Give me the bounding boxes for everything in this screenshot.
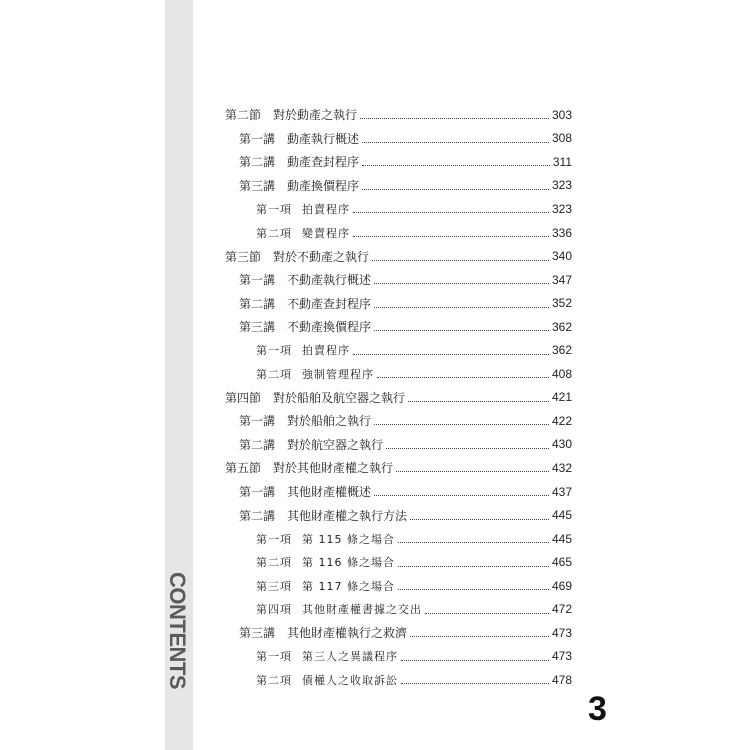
toc-entry-label: 第一項 — [256, 202, 292, 216]
dot-leader — [372, 260, 549, 261]
toc-entry-label: 第一項 — [256, 532, 292, 546]
toc-entry — [225, 174, 572, 198]
toc-entry — [225, 527, 572, 551]
dot-leader — [377, 377, 549, 378]
toc-entry-title: 對於其他財產權之執行 — [273, 461, 394, 476]
dot-leader — [408, 401, 549, 402]
dot-leader — [398, 589, 549, 590]
toc-entry-page: 340 — [551, 249, 572, 264]
toc-entry-title: 動產執行概述 — [287, 131, 360, 146]
toc-entry-label: 第一講 — [239, 485, 276, 500]
toc-entry-title: 不動產換價程序 — [287, 320, 372, 335]
toc-entry — [225, 456, 572, 480]
toc-entry — [225, 668, 572, 692]
toc-entry-title: 拍賣程序 — [302, 202, 350, 216]
toc-entry-title: 變賣程序 — [302, 226, 350, 240]
toc-entry-page: 472 — [551, 602, 572, 617]
toc-entry-title: 對於船舶之執行 — [287, 414, 372, 429]
toc-entry-title: 其他財產權之執行方法 — [287, 508, 408, 523]
toc-entry-page: 408 — [551, 366, 572, 381]
dot-leader — [374, 495, 549, 496]
toc-entry-page: 469 — [551, 578, 572, 593]
toc-entry — [225, 221, 572, 245]
dot-leader — [374, 424, 549, 425]
toc-entry-page: 432 — [551, 460, 572, 475]
toc-entry-label: 第二項 — [256, 367, 292, 381]
toc-entry — [225, 197, 572, 221]
toc-entry — [225, 362, 572, 386]
table-of-contents — [225, 103, 572, 692]
toc-entry — [225, 268, 572, 292]
toc-entry-label: 第二項 — [256, 673, 292, 687]
toc-entry-label: 第一項 — [256, 650, 292, 664]
dot-leader — [353, 354, 549, 355]
side-label-contents: CONTENTS — [165, 572, 190, 689]
dot-leader — [396, 471, 549, 472]
toc-entry-label: 第三講 — [239, 626, 276, 641]
page-number: 3 — [588, 690, 607, 728]
toc-entry-page: 478 — [551, 672, 572, 687]
dot-leader — [362, 189, 549, 190]
toc-entry-page: 311 — [552, 154, 572, 169]
toc-entry-page: 347 — [551, 272, 572, 287]
toc-entry — [225, 103, 572, 127]
toc-entry-page: 362 — [551, 343, 572, 358]
toc-entry — [225, 127, 572, 151]
toc-entry-title: 債權人之收取訴訟 — [302, 673, 398, 687]
toc-entry — [225, 574, 572, 598]
toc-entry — [225, 480, 572, 504]
dot-leader — [374, 330, 549, 331]
toc-entry-label: 第二項 — [256, 226, 292, 240]
toc-entry-page: 445 — [551, 531, 572, 546]
toc-entry — [225, 550, 572, 574]
toc-entry-title: 動產查封程序 — [287, 155, 360, 170]
toc-entry — [225, 645, 572, 669]
toc-entry-page: 323 — [551, 178, 572, 193]
dot-leader — [401, 660, 549, 661]
toc-entry-label: 第二講 — [239, 296, 276, 311]
dot-leader — [353, 236, 549, 237]
dot-leader — [360, 118, 549, 119]
toc-entry-title: 動產換價程序 — [287, 178, 360, 193]
toc-entry-page: 336 — [551, 225, 572, 240]
toc-entry — [225, 621, 572, 645]
dot-leader — [401, 683, 549, 684]
toc-entry-label: 第二講 — [239, 155, 276, 170]
toc-entry-page: 362 — [551, 319, 572, 334]
toc-entry-title: 第三人之異議程序 — [302, 650, 398, 664]
dot-leader — [398, 542, 549, 543]
toc-entry-label: 第二項 — [256, 556, 292, 570]
toc-entry-title: 不動產執行概述 — [287, 273, 372, 288]
toc-entry-title: 對於航空器之執行 — [287, 437, 384, 452]
dot-leader — [410, 636, 549, 637]
toc-entry-page: 473 — [551, 649, 572, 664]
toc-entry — [225, 409, 572, 433]
toc-entry-label: 第二講 — [239, 437, 276, 452]
toc-entry-page: 422 — [551, 413, 572, 428]
toc-entry-page: 323 — [551, 201, 572, 216]
toc-entry — [225, 597, 572, 621]
toc-entry — [225, 150, 572, 174]
toc-entry-page: 303 — [551, 107, 572, 122]
dot-leader — [362, 142, 549, 143]
toc-entry-label: 第一講 — [239, 131, 276, 146]
toc-entry — [225, 338, 572, 362]
dot-leader — [353, 212, 549, 213]
dot-leader — [374, 307, 549, 308]
dot-leader — [362, 165, 550, 166]
toc-entry-title: 對於船舶及航空器之執行 — [273, 390, 406, 405]
toc-entry-label: 第一講 — [239, 273, 276, 288]
toc-entry-page: 445 — [551, 508, 572, 523]
toc-entry-label: 第三講 — [239, 178, 276, 193]
dot-leader — [425, 613, 549, 614]
toc-entry-page: 421 — [551, 390, 572, 405]
toc-entry — [225, 503, 572, 527]
toc-entry-page: 437 — [551, 484, 572, 499]
toc-entry-label: 第一講 — [239, 414, 276, 429]
toc-entry-label: 第四節 — [225, 390, 262, 405]
toc-entry-title: 第 115 條之場合 — [302, 532, 395, 546]
toc-entry-label: 第三講 — [239, 320, 276, 335]
toc-entry-page: 308 — [551, 131, 572, 146]
toc-entry — [225, 433, 572, 457]
toc-entry — [225, 291, 572, 315]
toc-entry-page: 473 — [551, 625, 572, 640]
toc-entry-title: 對於動產之執行 — [273, 108, 358, 123]
toc-entry-title: 不動產查封程序 — [287, 296, 372, 311]
dot-leader — [398, 566, 549, 567]
toc-entry-title: 對於不動產之執行 — [273, 249, 370, 264]
toc-entry-title: 拍賣程序 — [302, 344, 350, 358]
toc-entry-title: 第 117 條之場合 — [302, 579, 395, 593]
toc-entry-title: 第 116 條之場合 — [302, 556, 395, 570]
toc-entry-title: 其他財產權概述 — [287, 485, 372, 500]
toc-entry — [225, 386, 572, 410]
toc-entry-page: 352 — [551, 296, 572, 311]
toc-entry-label: 第二節 — [225, 108, 262, 123]
toc-entry-label: 第一項 — [256, 344, 292, 358]
dot-leader — [410, 519, 549, 520]
toc-entry-title: 其他財產權執行之救濟 — [287, 626, 408, 641]
toc-entry-page: 430 — [551, 437, 572, 452]
toc-entry — [225, 244, 572, 268]
toc-entry-page: 465 — [551, 555, 572, 570]
toc-entry-label: 第四項 — [256, 603, 292, 617]
dot-leader — [374, 283, 549, 284]
toc-entry — [225, 315, 572, 339]
toc-entry-label: 第三項 — [256, 579, 292, 593]
toc-entry-label: 第二講 — [239, 508, 276, 523]
toc-entry-label: 第五節 — [225, 461, 262, 476]
toc-entry-label: 第三節 — [225, 249, 262, 264]
toc-entry-title: 其他財產權書據之交出 — [302, 603, 422, 617]
toc-entry-title: 強制管理程序 — [302, 367, 374, 381]
dot-leader — [386, 448, 549, 449]
